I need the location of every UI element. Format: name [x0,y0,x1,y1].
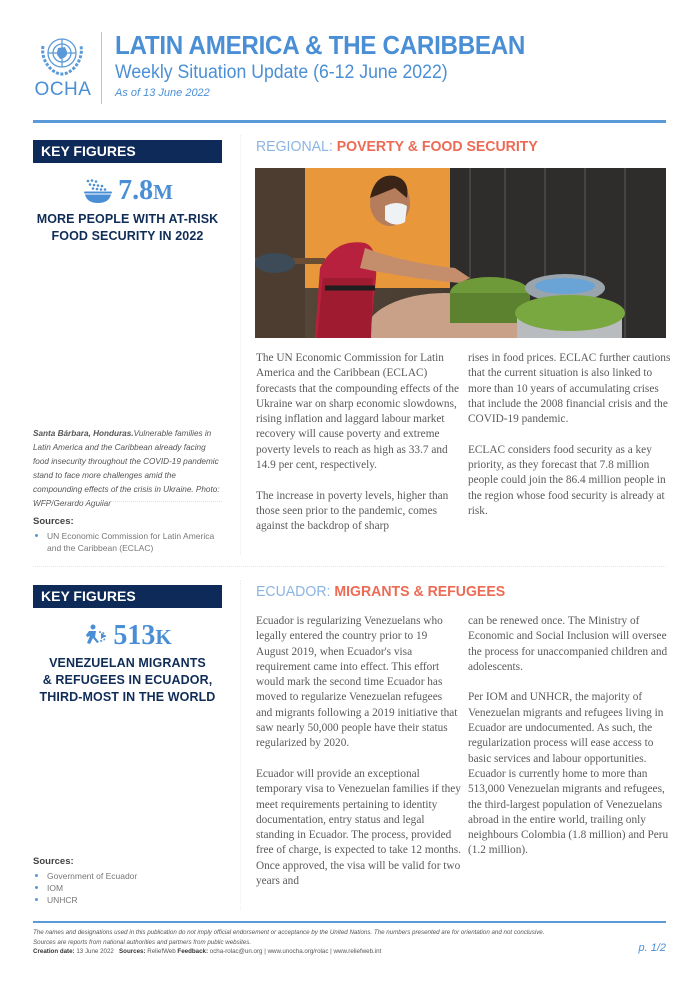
caption-line: VENEZUELAN MIGRANTS [49,656,206,670]
section-title-prefix: ECUADOR: [256,583,331,600]
section-title [256,138,538,155]
paragraph: Ecuador will provide an exceptional temporary visa to Venezuelan families if they meet requirements pertaining to identity documentation, entry status and legal standing in Ecuador. The process, provided free of charge, is expected to take 12 months. Once approved, the visa will be valid for two years and [256,767,461,888]
paragraph: Per IOM and UNHCR, the majority of Venezuelan migrants and refugees living in Ecuador are undocumented. As such, the regularization process will ease access to basic services and labour opportunities. Ecuador is currently home to more than 513,000 Venezuelan migrants and refugees, the third-largest population of Venezuelans abroad in the entire world, trailing only neighbours Colombia (1.8 million) and Peru (1.2 million). [468,691,669,857]
feedback-label: Feedback: [177,948,209,955]
header-rule [33,120,666,123]
disclaimer: Sources are reports from national authorities and partners from public websites. [33,938,252,946]
photo-caption [33,427,223,511]
paragraph: ECLAC considers food security as a key priority, as they forecast that 7.8 million people could join the 86.4 million people in the region whose food security is already at risk. [468,443,666,517]
section-title-prefix: REGIONAL: [256,138,333,155]
paragraph: Ecuador is regularizing Venezuelans who legally entered the country prior to 19 August 2019, when Ecuador's visa requirement came into effect. This effort would mark the second time Ecuador has moved to regularize Venezuelan refugees and migrants following a 2019 initiative that saw nearly 50,000 people have their status regularized by 2020. [256,615,458,750]
sources-label: Sources: [33,516,74,527]
key-figure-caption [33,655,222,706]
header-divider [101,32,102,104]
ocha-logo [33,30,93,104]
key-figure [33,175,222,207]
unocha-link[interactable]: www.unocha.org/rolac [267,948,329,955]
article-column-2 [468,351,673,535]
article-column-2 [468,614,673,874]
key-figure-value: 7.8M [118,175,173,206]
section-title [256,583,505,600]
sidebar-divider [33,501,222,502]
footer-sources-value: ReliefWeb [147,948,176,955]
un-emblem-icon [38,32,86,78]
photo-caption-location: Santa Bárbara, Honduras. [33,429,134,438]
sources-list [33,870,223,906]
disclaimer: The names and designations used in this publication do not imply official endorsement or acceptance by the United Nations. The numbers presented are for orientation and not conclusive. [33,929,545,936]
person-migrating-icon [83,623,109,649]
section-title-topic: MIGRANTS & REFUGEES [334,583,506,600]
bowl-of-grain-icon [82,178,114,204]
creation-date-value: 13 June 2022 [76,948,114,955]
sources-label: Sources: [33,856,74,867]
key-figures-banner: KEY FIGURES [33,585,222,608]
key-figure-caption [33,211,222,245]
separator: | [330,948,332,955]
section-divider [33,566,666,567]
article-photo [255,168,666,338]
paragraph: rises in food prices. ECLAC further cautions that the current situation is also linked to more than 10 years of accumulating crises that include the 2008 financial crisis and the COVID-19 pandemic. [468,352,671,426]
footer-rule [33,921,666,923]
section-title-topic: POVERTY & FOOD SECURITY [336,138,538,155]
photo-caption-text: Vulnerable families in Latin America and the Caribbean already facing food insecurity throughout the COVID-19 pandemic stand to face more challenges amid the compounding effects of the crisis in Ukraine. Photo: WFP/Gerardo Aguilar [33,429,220,508]
caption-line: THIRD-MOST IN THE WORLD [39,690,216,704]
footer-meta [33,947,633,957]
page-title: LATIN AMERICA & THE CARIBBEAN [115,30,526,60]
paragraph: can be renewed once. The Ministry of Economic and Social Inclusion will oversee the process for unaccompanied children and adolescents. [468,615,668,673]
paragraph: The increase in poverty levels, higher than those seen prior to the pandemic, comes against the backdrop of sharp [256,489,449,533]
separator: | [264,948,266,955]
sources-list [33,530,223,554]
org-name: OCHA [34,79,92,100]
creation-date-label: Creation date: [33,948,75,955]
caption-line: & REFUGEES IN ECUADOR, [42,673,213,687]
paragraph: The UN Economic Commission for Latin America and the Caribbean (ECLAC) forecasts that the compounding effects of the Ukraine war on sharp economic slowdowns, rising inflation and laggard labour market recovery will cause poverty and extreme poverty levels to reach as high as 33.7 and 14.9 per cent, respectively. [256,352,460,472]
source-item: UN Economic Commission for Latin America and the Caribbean (ECLAC) [33,530,223,554]
article-column-1 [256,351,461,550]
cooking-woman-photo [255,168,666,338]
source-item: IOM [33,882,223,894]
key-figures-banner: KEY FIGURES [33,140,222,163]
caption-line: FOOD SECURITY IN 2022 [51,229,204,243]
page-subtitle: Weekly Situation Update (6-12 June 2022) [115,62,448,83]
source-item: UNHCR [33,894,223,906]
key-figure-value: 513K [113,620,172,651]
as-of-date: As of 13 June 2022 [115,87,210,99]
caption-line: MORE PEOPLE WITH AT-RISK [36,212,219,226]
column-divider [240,135,241,555]
column-divider [240,580,241,910]
page-header [33,30,673,110]
source-item: Government of Ecuador [33,870,223,882]
footer-sources-label: Sources: [119,948,146,955]
reliefweb-link[interactable]: www.reliefweb.int [333,948,382,955]
article-column-1 [256,614,461,905]
feedback-email-link[interactable]: ocha-rolac@un.org [209,948,263,955]
page-number: p. 1/2 [638,942,666,954]
key-figure [33,620,222,652]
page-footer [33,928,633,957]
